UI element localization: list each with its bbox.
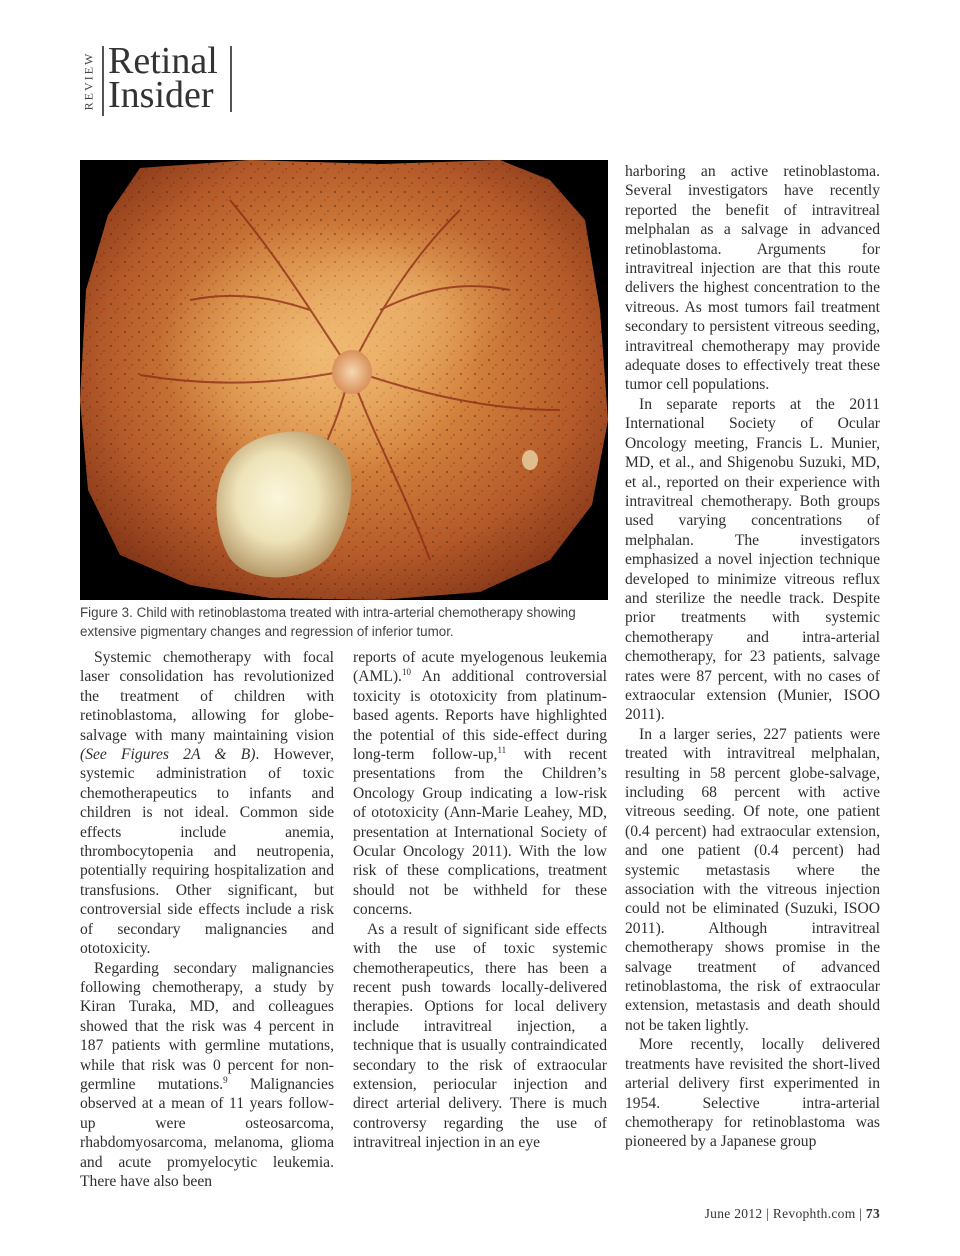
fundus-image — [80, 160, 608, 600]
paragraph: In separate reports at the 2011 International Society of Ocular Oncology meeting, Francis L. Munier, MD, et al., and Shigenobu Suzuki, MD, et al., reported on their experience with intravitreal chemotherapy. Both groups used varying concentrations of melphalan. The investigators emphasized a novel injection technique developed to minimize vitreous reflux and sterilize the needle track. Despite prior treatments with systemic chemotherapy and intra-arterial chemotherapy, for 23 patients, salvage rates were 87 percent, with no cases of extraocular extension (Munier, ISOO 2011). — [625, 395, 880, 724]
text-run: Systemic chemotherapy with focal laser consolidation has revolutionized the treatment of children with retinoblastoma, allowing for globe-salvage with many maintaining vision — [80, 649, 334, 744]
text-run: Malignancies observed at a mean of 11 years follow-up were osteosarcoma, rhabdomyosarcoma, melanoma, glioma and acute promyelocytic leukemia. There have also been — [80, 1075, 335, 1190]
fundus-photograph — [80, 160, 608, 600]
masthead-title — [108, 40, 218, 116]
page-number: 73 — [865, 1206, 880, 1221]
citation: 9 — [223, 1074, 228, 1085]
masthead-divider-right — [230, 46, 232, 112]
citation: 10 — [401, 667, 411, 678]
issue-date: June 2012 — [704, 1206, 763, 1221]
masthead-title-line2: Insider — [108, 74, 214, 116]
masthead-title-line1: Retinal — [108, 40, 218, 82]
paragraph: More recently, locally delivered treatments have revisited the short-lived arterial delivery first experimented in 1954. Selective intra-arterial chemotherapy for retinoblastoma was pioneered by a Japanese group — [625, 1036, 880, 1151]
section-label — [78, 46, 100, 116]
text-column-1 — [80, 648, 334, 1191]
text-run: . However, systemic administration of toxic chemotherapeutics to infants and children is not ideal. Common side effects include anemia, thrombocytopenia and neutropenia, potentially requiring hospitalization and transfusions. Other significant, but controversial side effects include a risk of secondary malignancies and ototoxicity. — [80, 746, 334, 958]
paragraph — [353, 648, 607, 920]
figure-reference: (See Figures 2A & B) — [80, 746, 256, 764]
text-column-3 — [625, 162, 880, 1152]
paragraph — [80, 648, 334, 959]
page-footer: June 2012 | Revophth.com | 73 — [704, 1206, 880, 1221]
citation: 11 — [497, 744, 507, 755]
text-run: with recent presentations from the Children’s Oncology Group indicating a low-risk of ototoxicity (Ann-Marie Leahey, MD, presentation at International Society of Ocular Oncology 2011). With the low risk of these complications, treatment should not be withheld for these concerns. — [353, 746, 607, 919]
text-run: reports of acute myelogenous leukemia (AML). — [353, 649, 607, 686]
paragraph: As a result of significant side effects with the use of toxic systemic chemotherapeutics, there has been a recent push towards locally-delivered therapies. Options for local delivery include intravitreal injection, a technique that is usually contraindicated secondary to the risk of extraocular extension, periocular injection and direct arterial delivery. There is much controversy regarding the use of intravitreal injection in an eye — [353, 920, 607, 1152]
text-column-2 — [353, 648, 607, 1153]
paragraph: In a larger series, 227 patients were treated with intravitreal melphalan, resulting in 58 percent globe-salvage, including 68 percent with active vitreous seeding. Of note, one patient (0.4 percent) had extraocular extension, and one patient (0.4 percent) had systemic metastasis where the association with the vitreous injection could not be eliminated (Suzuki, ISOO 2011). Although intravitreal chemotherapy shows promise in the salvage treatment of advanced retinoblastoma, the risk of extraocular extension, metastasis and death should not be taken lightly. — [625, 725, 880, 1034]
text-run: Regarding secondary malignancies following chemotherapy, a study by Kiran Turaka, MD, and colleagues showed that the risk was 4 percent in 187 patients with germline mutations, while that risk was 0 percent for non-germline mutations. — [80, 959, 334, 1093]
text-run: An additional controversial toxicity is ototoxicity from platinum-based agents. Reports have highlighted the potential of this side-effect during long-term follow-up, — [353, 668, 607, 764]
paragraph — [80, 959, 334, 1192]
figure-caption: Figure 3. Child with retinoblastoma treated with intra-arterial chemotherapy showing extensive pigmentary changes and regression of inferior tumor. — [80, 605, 576, 639]
section-label-text: REVIEW — [81, 51, 96, 111]
masthead-divider-left — [102, 46, 104, 116]
paragraph: harboring an active retinoblastoma. Several investigators have recently reported the benefit of intravitreal melphalan as a salvage in advanced retinoblastoma. Arguments for intravitreal injection are that this route delivers the highest concentration to the vitreous. As most tumors fail treatment secondary to persistent vitreous seeding, intravitreal chemotherapy may provide adequate doses to effectively treat these tumor cell populations. — [625, 163, 880, 394]
website: Revophth.com — [772, 1206, 856, 1221]
